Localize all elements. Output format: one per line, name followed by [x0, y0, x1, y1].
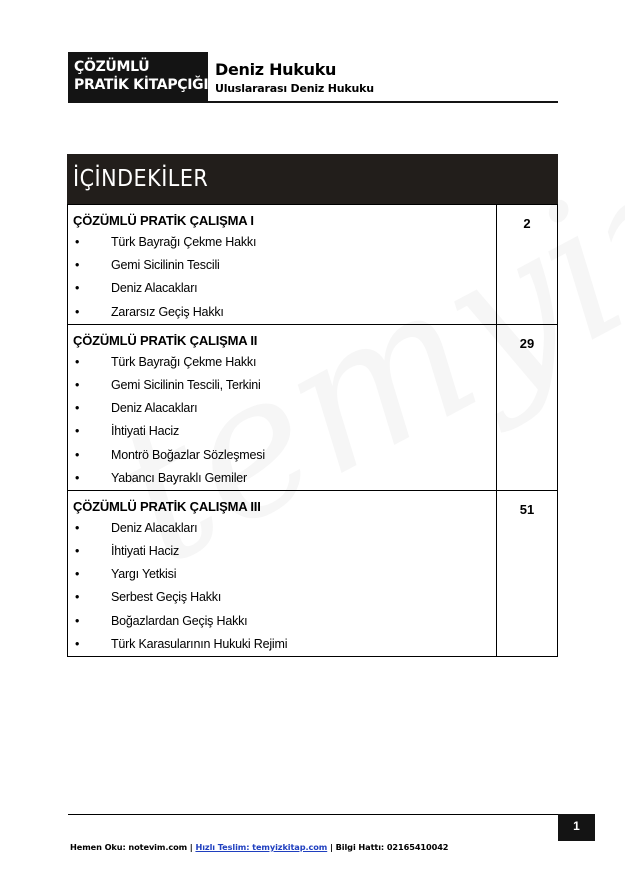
- toc-item-label: Deniz Alacakları: [111, 520, 198, 535]
- footer-rule: [68, 814, 558, 815]
- toc-item: [73, 633, 496, 656]
- toc-item: [73, 467, 496, 490]
- toc-item: [73, 444, 496, 467]
- toc-item-label: Türk Bayrağı Çekme Hakkı: [111, 354, 257, 369]
- toc-section-content: [68, 490, 497, 656]
- toc-item: [73, 586, 496, 609]
- toc-section-row: [68, 490, 558, 656]
- bullet-icon: •: [75, 304, 80, 319]
- bullet-icon: •: [75, 281, 80, 296]
- bullet-icon: •: [75, 544, 80, 559]
- toc-item-label: Türk Bayrağı Çekme Hakkı: [111, 235, 257, 249]
- toc-item-label: Deniz Alacakları: [111, 281, 198, 296]
- footer-separator: |: [187, 842, 196, 852]
- toc-item-label: Yabancı Bayraklı Gemiler: [111, 470, 247, 485]
- bullet-icon: •: [75, 520, 80, 535]
- footer-separator: |: [327, 842, 336, 852]
- toc-item: [73, 351, 496, 374]
- toc-item: [73, 420, 496, 443]
- toc-item-label: Boğazlardan Geçiş Hakkı: [111, 613, 248, 628]
- toc-page-number: 51: [497, 490, 558, 656]
- document-title: Deniz Hukuku: [215, 60, 337, 79]
- toc-item: [73, 540, 496, 563]
- book-series-badge: [68, 52, 208, 102]
- badge-line-1: ÇÖZÜMLÜ: [74, 59, 150, 75]
- toc-section-content: [68, 205, 497, 325]
- bullet-icon: •: [75, 567, 80, 582]
- toc-item-label: Deniz Alacakları: [111, 401, 198, 416]
- toc-section-title: ÇÖZÜMLÜ PRATİK ÇALIŞMA II: [73, 332, 258, 348]
- toc-item: [73, 231, 496, 254]
- toc-item: [73, 301, 496, 324]
- toc-section-row: [68, 324, 558, 490]
- toc-section-row: [68, 205, 558, 325]
- bullet-icon: •: [75, 424, 80, 439]
- bullet-icon: •: [75, 613, 80, 628]
- toc-item: [73, 397, 496, 420]
- bullet-icon: •: [75, 354, 80, 369]
- bullet-icon: •: [75, 447, 80, 462]
- toc-section-title: ÇÖZÜMLÜ PRATİK ÇALIŞMA I: [73, 213, 254, 228]
- toc-item-label: İhtiyati Haciz: [111, 424, 180, 439]
- toc-item-label: Montrö Boğazlar Sözleşmesi: [111, 447, 265, 462]
- badge-line-2: PRATİK KİTAPÇIĞI: [74, 77, 209, 93]
- bullet-icon: •: [75, 235, 80, 249]
- bullet-icon: •: [75, 401, 80, 416]
- toc-section-content: [68, 324, 497, 490]
- toc-page-number: 2: [497, 205, 558, 325]
- toc-item-label: Türk Karasularının Hukuki Rejimi: [111, 636, 288, 651]
- footer: [70, 842, 448, 852]
- footer-read-label: Hemen Oku: notevim.com: [70, 842, 188, 852]
- toc-item-label: Gemi Sicilinin Tescili: [111, 258, 220, 273]
- toc-page-number: 29: [497, 324, 558, 490]
- toc-item: [73, 517, 496, 540]
- toc-item: [73, 563, 496, 586]
- footer-delivery-link[interactable]: Hızlı Teslim: temyizkitap.com: [195, 842, 328, 852]
- toc-item: [73, 277, 496, 300]
- page-number: 1: [558, 814, 595, 841]
- toc-item-label: Gemi Sicilinin Tescili, Terkini: [111, 377, 261, 392]
- bullet-icon: •: [75, 470, 80, 485]
- bullet-icon: •: [75, 636, 80, 651]
- toc-item-label: İhtiyati Haciz: [111, 544, 180, 559]
- toc-item-label: Serbest Geçiş Hakkı: [111, 590, 222, 605]
- toc-item: [73, 610, 496, 633]
- toc-item-label: Zararsız Geçiş Hakkı: [111, 304, 224, 319]
- toc-item-label: Yargı Yetkisi: [111, 567, 177, 582]
- footer-hotline: Bilgi Hattı: 02165410042: [335, 842, 449, 852]
- bullet-icon: •: [75, 258, 80, 273]
- table-of-contents: [67, 154, 558, 657]
- toc-heading: İÇİNDEKİLER: [67, 154, 558, 204]
- bullet-icon: •: [75, 590, 80, 605]
- toc-item: [73, 254, 496, 277]
- header-rule: [68, 101, 558, 103]
- toc-section-title: ÇÖZÜMLÜ PRATİK ÇALIŞMA III: [73, 498, 261, 514]
- toc-item: [73, 374, 496, 397]
- document-subtitle: Uluslararası Deniz Hukuku: [215, 82, 374, 95]
- toc-table: [67, 204, 558, 657]
- bullet-icon: •: [75, 377, 80, 392]
